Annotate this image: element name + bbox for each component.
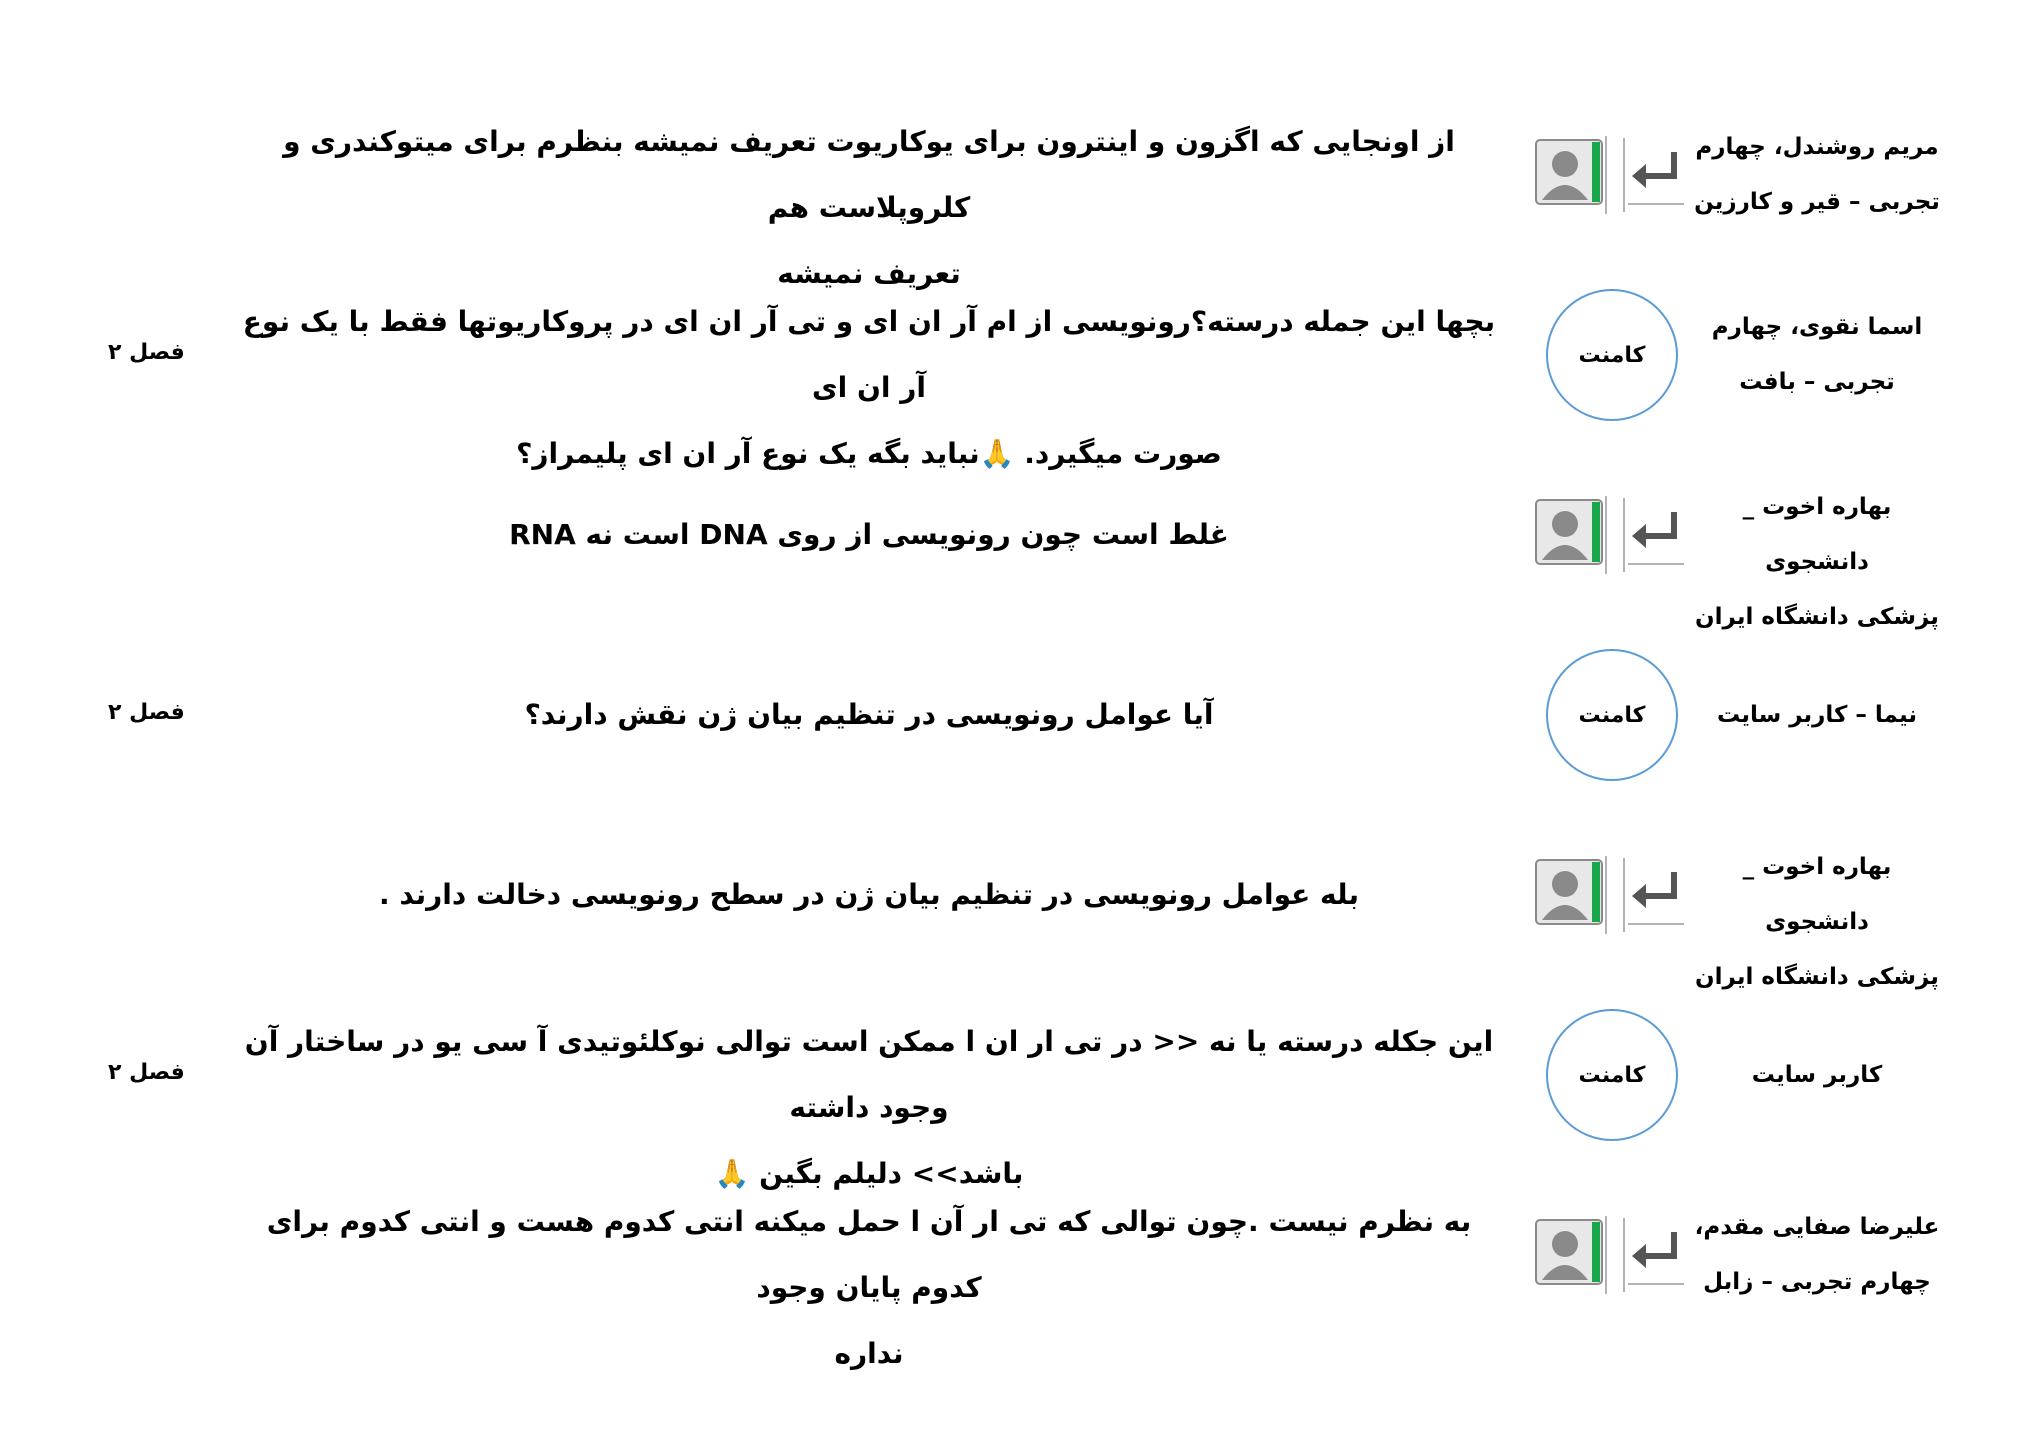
comment-row: [0, 650, 2024, 780]
message-text: [234, 682, 1504, 748]
user-avatar-icon: [1530, 854, 1610, 936]
message-text: [234, 289, 1504, 487]
message-line: باشد>> دلیلم بگین 🙏: [714, 1157, 1024, 1190]
message-line: این جکله درسته یا نه << در تی ار ان ا ممکن است توالی نوکلئوتیدی آ سی یو در ساختار آن وجود داشته: [244, 1025, 1494, 1124]
message-line: آیا عوامل رونویسی در تنظیم بیان ژن نقش دارند؟: [524, 698, 1214, 731]
author-name: [1692, 840, 1942, 1005]
reply-row: [0, 830, 2024, 990]
reply-arrow-icon[interactable]: [1622, 494, 1686, 576]
message-line: بله عوامل رونویسی در تنظیم بیان ژن در سطح رونویسی دخالت دارند .: [379, 878, 1359, 911]
author-line: نیما – کاربر سایت: [1716, 701, 1918, 728]
message-line: نداره: [834, 1337, 904, 1370]
author-line: چهارم تجربی – زابل: [1703, 1269, 1931, 1295]
author-name: [1692, 688, 1942, 743]
author-line: کاربر سایت: [1751, 1061, 1883, 1088]
reply-row: [0, 1190, 2024, 1370]
message-text: [234, 862, 1504, 928]
reply-row: [0, 110, 2024, 290]
comment-row: [0, 290, 2024, 470]
message-line: به نظرم نیست .چون توالی که تی ار آن ا حمل میکنه انتی کدوم هست و انتی کدوم برای کدوم پایان وجود: [266, 1205, 1472, 1304]
author-name: [1692, 1200, 1942, 1310]
author-line: بهاره اخوت _ دانشجوی: [1742, 854, 1892, 935]
chapter-label: فصل ۲: [108, 700, 185, 725]
reply-row: [0, 470, 2024, 630]
reply-arrow-icon[interactable]: [1622, 134, 1686, 216]
message-line: صورت میگیرد. 🙏نباید بگه یک نوع آر ان ای پلیمراز؟: [516, 437, 1222, 470]
comment-button[interactable]: کامنت: [1546, 1009, 1678, 1141]
author-line: مریم روشندل، چهارم: [1695, 134, 1939, 160]
message-text: [234, 1189, 1504, 1387]
author-name: [1692, 1048, 1942, 1103]
user-avatar-icon: [1530, 134, 1610, 216]
reply-arrow-icon[interactable]: [1622, 1214, 1686, 1296]
reply-arrow-icon[interactable]: [1622, 854, 1686, 936]
author-line: پزشکی دانشگاه ایران: [1695, 604, 1939, 630]
message-line: تعریف نمیشه: [777, 257, 961, 290]
author-line: اسما نقوی، چهارم: [1711, 314, 1923, 340]
author-line: تجربی – بافت: [1739, 369, 1895, 395]
message-text: [234, 109, 1504, 307]
comment-button[interactable]: کامنت: [1546, 649, 1678, 781]
message-line: بچها این جمله درسته؟رونویسی از ام آر ان ای و تی آر ان ای در پروکاریوتها فقط با یک نوع آر ان ای: [242, 305, 1496, 404]
comment-row: [0, 1010, 2024, 1190]
message-text: [234, 502, 1504, 568]
comment-button[interactable]: کامنت: [1546, 289, 1678, 421]
user-avatar-icon: [1530, 494, 1610, 576]
author-line: علیرضا صفایی مقدم،: [1694, 1214, 1940, 1240]
author-name: [1692, 300, 1942, 410]
author-name: [1692, 120, 1942, 230]
author-line: بهاره اخوت _ دانشجوی: [1742, 494, 1892, 575]
chapter-label: فصل ۲: [108, 340, 185, 365]
chapter-label: فصل ۲: [108, 1060, 185, 1085]
message-text: [234, 1009, 1504, 1207]
author-line: پزشکی دانشگاه ایران: [1695, 964, 1939, 990]
message-line: از اونجایی که اگزون و اینترون برای یوکاریوت تعریف نمیشه بنظرم برای میتوکندری و کلروپلاست هم: [283, 125, 1455, 224]
user-avatar-icon: [1530, 1214, 1610, 1296]
author-line: تجربی – قیر و کارزین: [1694, 189, 1940, 215]
message-line: غلط است چون رونویسی از روی DNA است نه RNA: [509, 518, 1229, 551]
author-name: [1692, 480, 1942, 645]
